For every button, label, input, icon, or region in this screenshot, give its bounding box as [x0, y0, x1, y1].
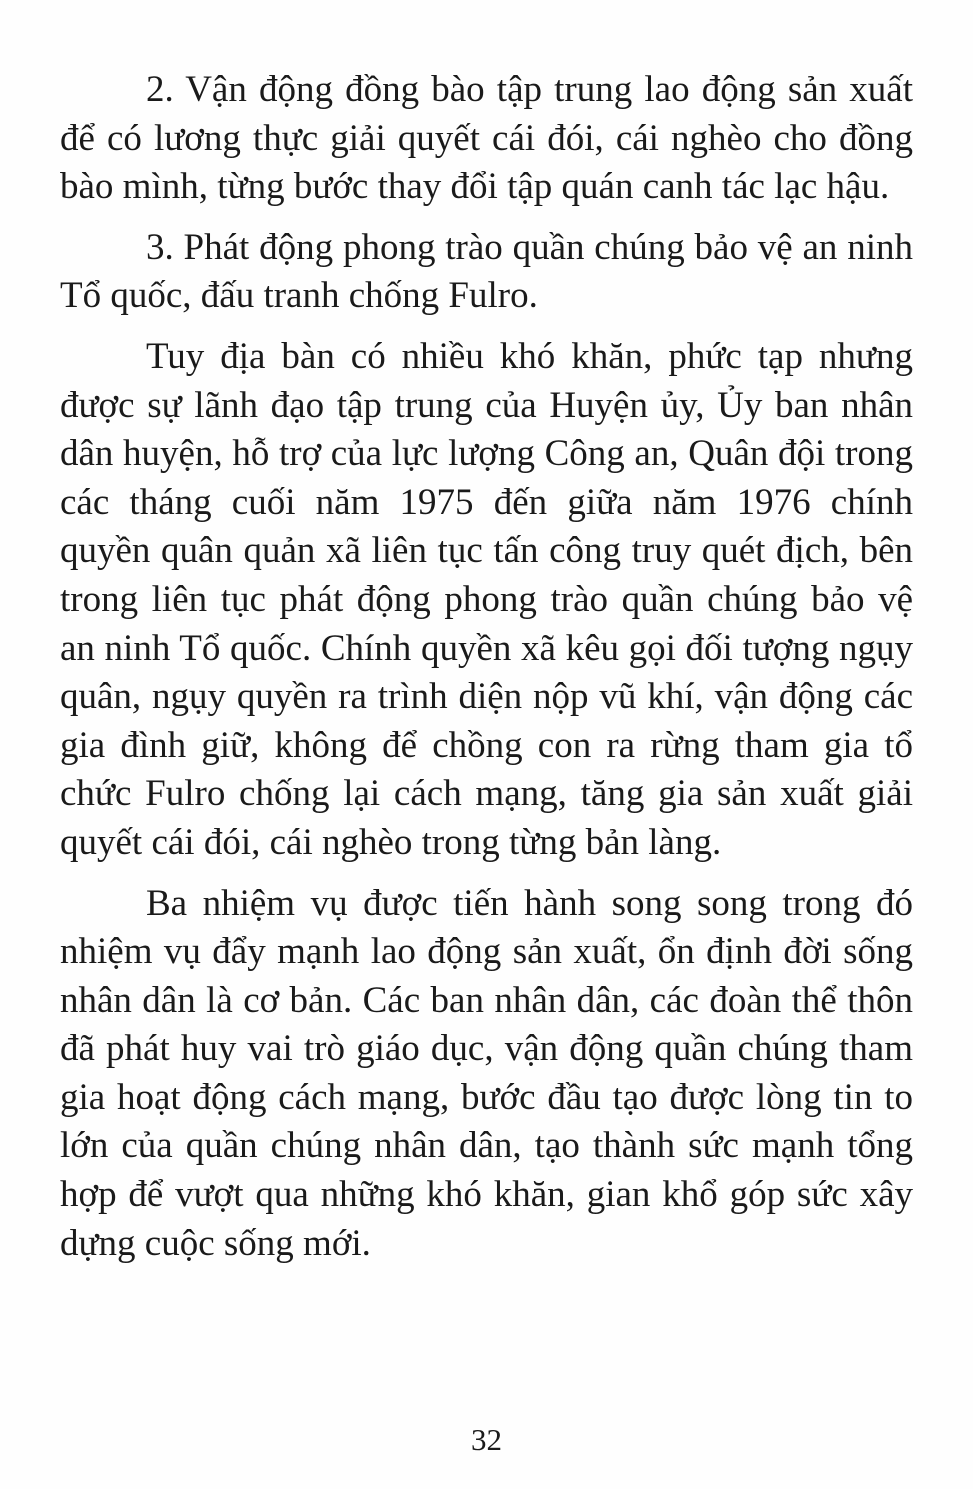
paragraph-item-2: 2. Vận động đồng bào tập trung lao động sản xuất để có lương thực giải quyết cái đói, cái nghèo cho đồng bào mình, từng bước thay đổi tập quán canh tác lạc hậu. — [60, 69, 913, 208]
paragraph-summary: Ba nhiệm vụ được tiến hành song song trong đó nhiệm vụ đẩy mạnh lao động sản xuất, ổn định đời sống nhân dân là cơ bản. Các ban nhân dân, các đoàn thể thôn đã phát huy vai trò giáo dục, vận động quần chúng tham gia hoạt động cách mạng, bước đầu tạo được lòng tin to lớn của quần chúng nhân dân, tạo thành sức mạnh tổng hợp để vượt qua những khó khăn, gian khổ góp sức xây dựng cuộc sống mới. — [60, 882, 913, 1264]
paragraph-context: Tuy địa bàn có nhiều khó khăn, phức tạp nhưng được sự lãnh đạo tập trung của Huyện ủy, Ủy ban nhân dân huyện, hỗ trợ của lực lượng Công an, Quân đội trong các tháng cuối năm 1975 đến giữa năm 1976 chính quyền quân quản xã liên tục tấn công truy quét địch, bên trong liên tục phát động phong trào quần chúng bảo vệ an ninh Tổ quốc. Chính quyền xã kêu gọi đối tượng ngụy quân, ngụy quyền ra trình diện nộp vũ khí, vận động các gia đình giữ, không để chồng con ra rừng tham gia tổ chức Fulro chống lại cách mạng, tăng gia sản xuất giải quyết cái đói, cái nghèo trong từng bản làng. — [60, 335, 913, 863]
page-number: 32 — [471, 1422, 502, 1457]
body-text — [60, 66, 913, 1280]
paragraph-item-3: 3. Phát động phong trào quần chúng bảo vệ an ninh Tổ quốc, đấu tranh chống Fulro. — [60, 226, 913, 317]
